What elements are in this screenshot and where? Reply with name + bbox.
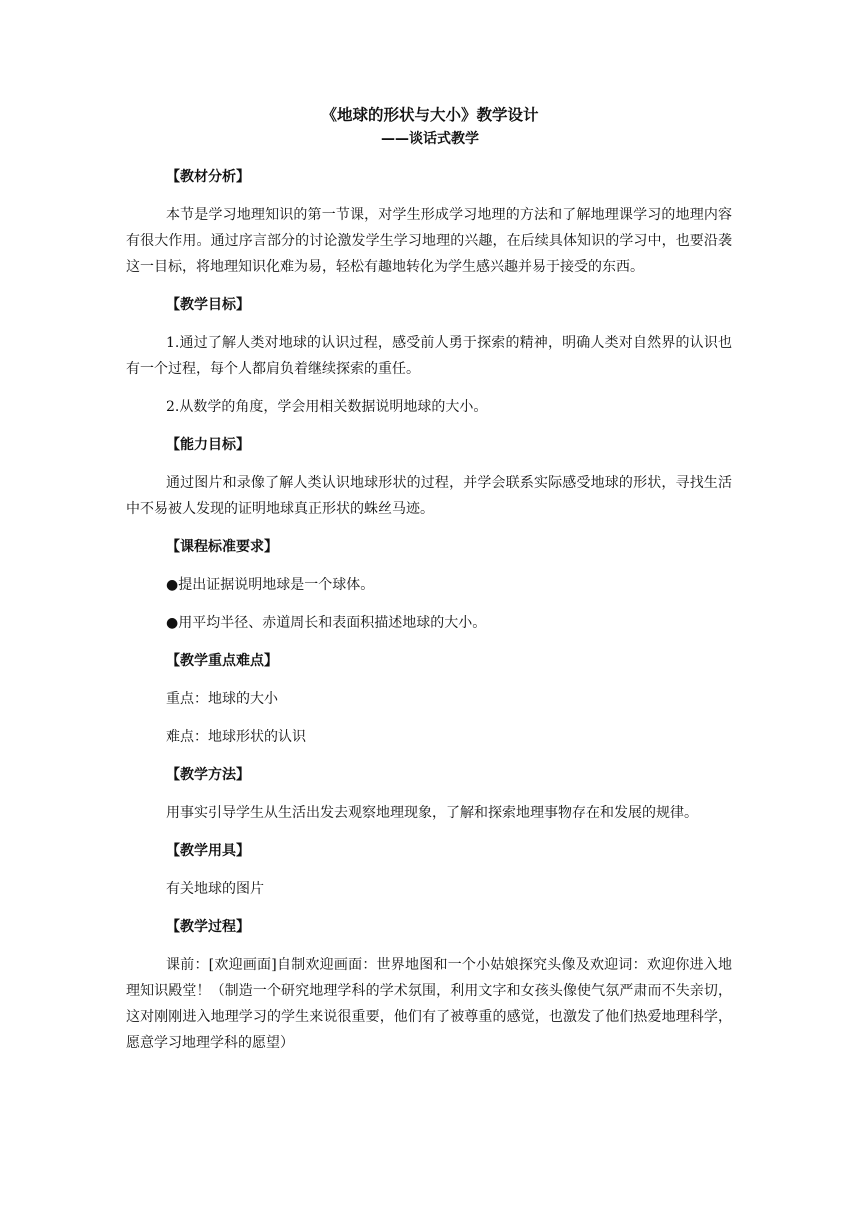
paragraph: 有关地球的图片: [166, 881, 264, 897]
section-ability-goals: [126, 432, 732, 522]
paragraph: 2.从数学的角度，学会用相关数据说明地球的大小。: [166, 399, 488, 415]
section-heading: 【教学目标】: [166, 297, 250, 313]
paragraph: 课前：[欢迎画面]自制欢迎画面：世界地图和一个小姑娘探究头像及欢迎词：欢迎你进入地理知识殿堂！（制造一个研究地理学科的学术氛围，利用文字和女孩头像使气氛严肃而不失亲切，这对刚刚进入地理学习的学生来说很重要，他们有了被尊重的感觉，也激发了他们热爱地理科学，愿意学习地理学科的愿望）: [126, 957, 732, 1051]
paragraph: 1.通过了解人类对地球的认识过程，感受前人勇于探索的精神，明确人类对自然界的认识也有一个过程，每个人都肩负着继续探索的重任。: [126, 335, 732, 377]
section-teaching-method: [126, 762, 732, 826]
section-heading: 【教学用具】: [166, 843, 250, 859]
paragraph: 重点：地球的大小: [166, 691, 278, 707]
section-curriculum-requirements: [126, 534, 732, 636]
section-heading: 【课程标准要求】: [166, 539, 278, 555]
bullet-item: ●提出证据说明地球是一个球体。: [166, 577, 375, 593]
bullet-item: ●用平均半径、赤道周长和表面积描述地球的大小。: [166, 615, 487, 631]
section-heading: 【教学重点难点】: [166, 653, 278, 669]
section-textbook-analysis: [126, 164, 732, 280]
document-title: 《地球的形状与大小》教学设计: [321, 106, 539, 124]
document-body: [126, 164, 732, 1068]
paragraph: 难点：地球形状的认识: [166, 729, 306, 745]
section-heading: 【教材分析】: [166, 169, 250, 185]
section-heading: 【教学方法】: [166, 767, 250, 783]
section-heading: 【能力目标】: [166, 437, 250, 453]
section-heading: 【教学过程】: [166, 919, 250, 935]
document-subtitle: ——谈话式教学: [381, 131, 479, 147]
section-teaching-process: [126, 914, 732, 1056]
paragraph: 本节是学习地理知识的第一节课，对学生形成学习地理的方法和了解地理课学习的地理内容有很大作用。通过序言部分的讨论激发学生学习地理的兴趣，在后续具体知识的学习中，也要沿袭这一目标，将地理知识化难为易，轻松有趣地转化为学生感兴趣并易于接受的东西。: [126, 207, 732, 275]
section-teaching-tools: [126, 838, 732, 902]
paragraph: 通过图片和录像了解人类认识地球形状的过程，并学会联系实际感受地球的形状，寻找生活中不易被人发现的证明地球真正形状的蛛丝马迹。: [126, 475, 732, 517]
section-key-points: [126, 648, 732, 750]
paragraph: 用事实引导学生从生活出发去观察地理现象，了解和探索地理事物存在和发展的规律。: [166, 805, 698, 821]
section-teaching-goals: [126, 292, 732, 420]
